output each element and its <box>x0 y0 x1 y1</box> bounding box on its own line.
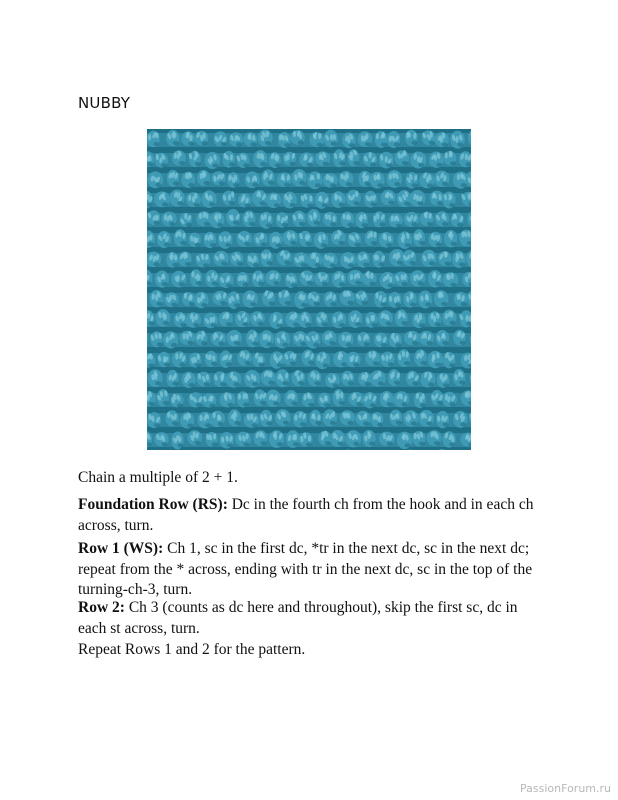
repeat-instruction-text: Repeat Rows 1 and 2 for the pattern. <box>78 641 306 658</box>
chain-instruction-text: Chain a multiple of 2 + 1. <box>78 469 238 486</box>
repeat-instruction <box>78 640 548 661</box>
row-1-label: Row 1 (WS): <box>78 540 164 557</box>
page-title: NUBBY <box>78 94 131 112</box>
foundation-row-label: Foundation Row (RS): <box>78 496 228 513</box>
crochet-swatch-image <box>147 129 471 450</box>
row-2-label: Row 2: <box>78 599 125 616</box>
foundation-row-instruction <box>78 495 548 536</box>
watermark: PassionForum.ru <box>520 782 611 795</box>
crochet-swatch-graphic <box>147 129 471 450</box>
foundation-row-text: Dc in the fourth ch from the hook and in each ch across, turn. <box>78 496 534 534</box>
row-1-text: Ch 1, sc in the first dc, *tr in the next dc, sc in the next dc; repeat from the * across, ending with tr in the next dc, sc in the top of the turning-ch-3, turn. <box>78 540 533 598</box>
row-2-instruction <box>78 598 548 639</box>
chain-instruction <box>78 468 548 489</box>
row-1-instruction <box>78 539 548 601</box>
row-2-text: Ch 3 (counts as dc here and throughout), skip the first sc, dc in each st across, turn. <box>78 599 518 637</box>
